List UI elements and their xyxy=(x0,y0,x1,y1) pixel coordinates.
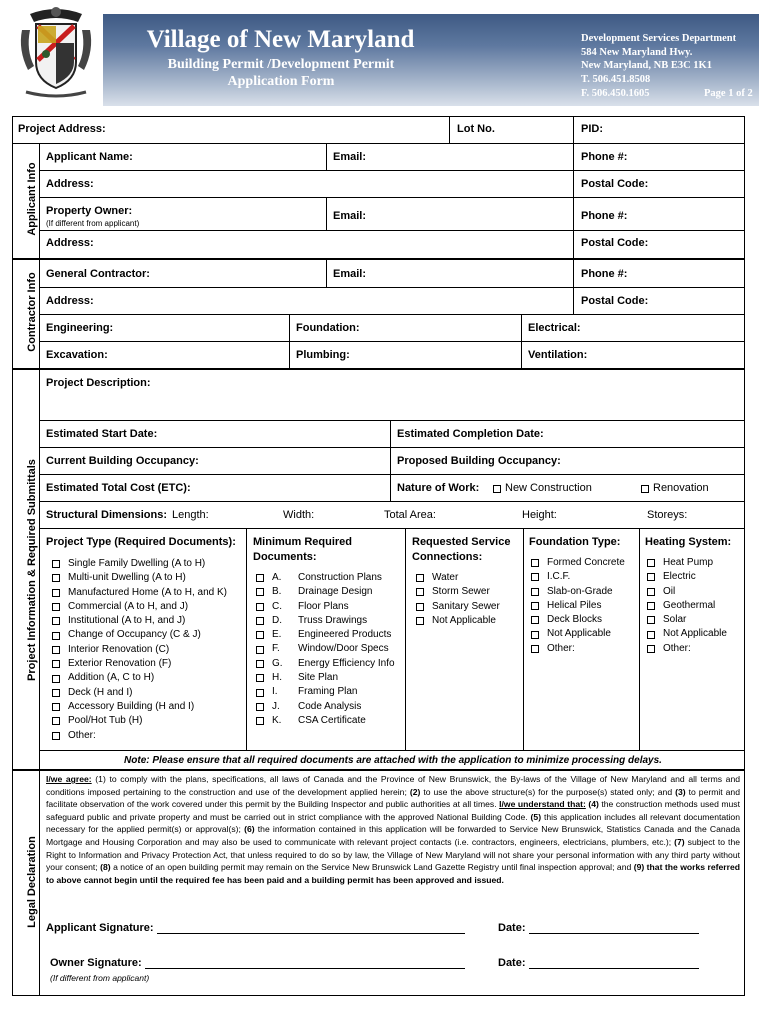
checkbox[interactable] xyxy=(531,616,539,624)
services-list xyxy=(416,571,500,628)
checkbox[interactable] xyxy=(256,631,264,639)
checkbox[interactable] xyxy=(647,645,655,653)
width-label: Width: xyxy=(283,509,315,521)
checkbox[interactable] xyxy=(52,574,60,582)
foundation-option[interactable]: Other: xyxy=(531,642,625,656)
border xyxy=(12,995,745,996)
document-option[interactable]: D. Truss Drawings xyxy=(256,614,395,628)
checkbox[interactable] xyxy=(647,616,655,624)
applicant-postal-label: Postal Code: xyxy=(581,178,649,190)
heating-system-list xyxy=(647,556,727,656)
legal-declaration-text: I/we agree: (1) to comply with the plans, specifications, all laws of Canada and the Province of New Brunswick, the By-laws of the Village of New Maryland and all terms and conditions imposed pertaining to the construction and use of the development applied herein; (2) to use the above structure(s) for the purpose(s) stated only; and (3) to permit and facilitate observation of the work covered under this permit by the Building Inspector and public authorities at all times. I/we understand that: (4) the construction methods used must safeguard public and private property and must be carried out in strict compliance with the approved National Building Code. (5) this application includes all relevant documentation necessary for the applied permit(s) or approval(s); (6) the information contained in this application will be forwarded to Service New Brunswick, Statistics Canada and the Canada Mortgage and Housing Corporation and may also be used to communicate with relevant project contacts (i.e. contractors, engineers, electricians, plumbers, etc.); (7) subject to the Right to Information and Privacy Protection Act, that unless required to do so by law, the Village of New Maryland will not share your personal information with any third party without your consent; (8) a notice of an open building permit may remain on the Service New Brunswick Land Gazette Registry until final inspection approval; and (9) that the works referred to above cannot begin until the required fee has been paid and a building permit has been approved and issued. xyxy=(46,774,741,885)
new-construction-checkbox[interactable] xyxy=(493,485,501,493)
applicant-date-field[interactable]: Date: xyxy=(498,922,699,934)
document-option[interactable]: A. Construction Plans xyxy=(256,571,395,585)
owner-phone-label: Phone #: xyxy=(581,210,628,222)
height-label: Height: xyxy=(522,509,557,521)
services-heading-2: Connections: xyxy=(412,551,483,563)
project-address-label: Project Address: xyxy=(18,123,106,135)
dept-address: 584 New Maryland Hwy. xyxy=(581,47,693,58)
checkbox[interactable] xyxy=(647,559,655,567)
applicant-name-label: Applicant Name: xyxy=(46,151,133,163)
contractor-address-label: Address: xyxy=(46,295,94,307)
section-project-info: Project Information & Required Submittals xyxy=(26,459,38,681)
border xyxy=(12,116,13,996)
checkbox[interactable] xyxy=(256,717,264,725)
contractor-postal-label: Postal Code: xyxy=(581,295,649,307)
applicant-phone-label: Phone #: xyxy=(581,151,628,163)
foundation-option[interactable]: Formed Concrete xyxy=(531,556,625,570)
total-cost-label: Estimated Total Cost (ETC): xyxy=(46,482,191,494)
heating-option[interactable]: Electric xyxy=(647,570,727,584)
applicant-signature-line[interactable] xyxy=(157,923,465,934)
checkbox[interactable] xyxy=(256,689,264,697)
applicant-email-label: Email: xyxy=(333,151,367,163)
section-divider xyxy=(39,143,40,996)
service-option[interactable]: Storm Sewer xyxy=(416,585,500,599)
dept-fax: F. 506.450.1605 xyxy=(581,88,650,99)
project-type-heading: Project Type (Required Documents): xyxy=(46,536,236,548)
checkbox[interactable] xyxy=(416,617,424,625)
checkbox[interactable] xyxy=(52,646,60,654)
service-option[interactable]: Not Applicable xyxy=(416,614,500,628)
lot-no-label: Lot No. xyxy=(457,123,495,135)
project-type-option[interactable]: Institutional (A to H, and J) xyxy=(52,614,227,628)
current-occupancy-label: Current Building Occupancy: xyxy=(46,455,199,467)
ventilation-label: Ventilation: xyxy=(528,349,588,361)
document-option[interactable]: J. Code Analysis xyxy=(256,700,395,714)
completion-date-label: Estimated Completion Date: xyxy=(397,428,544,440)
plumbing-label: Plumbing: xyxy=(296,349,350,361)
general-contractor-label: General Contractor: xyxy=(46,268,150,280)
structural-dimensions-label: Structural Dimensions: xyxy=(46,509,168,521)
project-type-option[interactable]: Commercial (A to H, and J) xyxy=(52,600,227,614)
dept-city: New Maryland, NB E3C 1K1 xyxy=(581,60,712,71)
new-construction-option[interactable]: New Construction xyxy=(493,482,592,495)
document-option[interactable]: G. Energy Efficiency Info xyxy=(256,657,395,671)
foundation-type-heading: Foundation Type: xyxy=(529,536,621,548)
contractor-phone-label: Phone #: xyxy=(581,268,628,280)
checkbox[interactable] xyxy=(531,559,539,567)
pid-label: PID: xyxy=(581,123,603,135)
checkbox[interactable] xyxy=(256,603,264,611)
checkbox[interactable] xyxy=(416,574,424,582)
section-legal-declaration: Legal Declaration xyxy=(26,836,38,928)
project-type-list xyxy=(52,557,227,743)
checkbox[interactable] xyxy=(416,588,424,596)
foundation-option[interactable]: I.C.F. xyxy=(531,570,625,584)
renovation-checkbox[interactable] xyxy=(641,485,649,493)
checkbox[interactable] xyxy=(52,732,60,740)
nature-of-work-label: Nature of Work: xyxy=(397,482,480,494)
foundation-type-list xyxy=(531,556,625,656)
services-heading: Requested Service xyxy=(412,536,511,548)
owner-address-label: Address: xyxy=(46,237,94,249)
documents-note: Note: Please ensure that all required documents are attached with the application to minimize processing delays. xyxy=(124,755,662,766)
checkbox[interactable] xyxy=(256,660,264,668)
foundation-option[interactable]: Helical Piles xyxy=(531,599,625,613)
documents-heading-2: Documents: xyxy=(253,551,317,563)
heating-option[interactable]: Heat Pump xyxy=(647,556,727,570)
checkbox[interactable] xyxy=(52,660,60,668)
checkbox[interactable] xyxy=(416,603,424,611)
checkbox[interactable] xyxy=(256,574,264,582)
owner-date-field[interactable]: Date: xyxy=(498,957,699,969)
dept-phone: T. 506.451.8508 xyxy=(581,74,651,85)
service-option[interactable]: Water xyxy=(416,571,500,585)
heating-option[interactable]: Geothermal xyxy=(647,599,727,613)
section-contractor-info: Contractor Info xyxy=(26,272,38,352)
foundation-option[interactable]: Slab-on-Grade xyxy=(531,585,625,599)
applicant-signature-field[interactable]: Applicant Signature: xyxy=(46,922,465,934)
checkbox[interactable] xyxy=(647,573,655,581)
owner-note: (If different from applicant) xyxy=(46,219,140,228)
checkbox[interactable] xyxy=(647,588,655,596)
foundation-label: Foundation: xyxy=(296,322,360,334)
project-type-option[interactable]: Other: xyxy=(52,729,227,743)
owner-date-line[interactable] xyxy=(529,958,699,969)
checkbox[interactable] xyxy=(52,603,60,611)
checkbox[interactable] xyxy=(52,617,60,625)
project-type-option[interactable]: Pool/Hot Tub (H) xyxy=(52,714,227,728)
project-type-option[interactable]: Interior Renovation (C) xyxy=(52,643,227,657)
property-owner-label: Property Owner: xyxy=(46,205,133,217)
owner-signature-field[interactable]: Owner Signature: xyxy=(50,957,465,969)
owner-email-label: Email: xyxy=(333,210,367,222)
form-subtitle-2: Application Form xyxy=(227,74,335,89)
applicant-date-line[interactable] xyxy=(529,923,699,934)
page-number: Page 1 of 2 xyxy=(704,88,753,99)
document-option[interactable]: I. Framing Plan xyxy=(256,685,395,699)
project-type-option[interactable]: Deck (H and I) xyxy=(52,686,227,700)
project-type-option[interactable]: Exterior Renovation (F) xyxy=(52,657,227,671)
project-description-label: Project Description: xyxy=(46,377,151,389)
project-type-option[interactable]: Change of Occupancy (C & J) xyxy=(52,628,227,642)
checkbox[interactable] xyxy=(52,675,60,683)
heating-option[interactable]: Other: xyxy=(647,642,727,656)
document-option[interactable]: B. Drainage Design xyxy=(256,585,395,599)
checkbox[interactable] xyxy=(531,602,539,610)
proposed-occupancy-label: Proposed Building Occupancy: xyxy=(397,455,561,467)
documents-list xyxy=(256,571,395,728)
checkbox[interactable] xyxy=(52,632,60,640)
checkbox[interactable] xyxy=(531,645,539,653)
electrical-label: Electrical: xyxy=(528,322,581,334)
checkbox[interactable] xyxy=(531,631,539,639)
foundation-option[interactable]: Deck Blocks xyxy=(531,613,625,627)
length-label: Length: xyxy=(172,509,209,521)
engineering-label: Engineering: xyxy=(46,322,114,334)
project-type-option[interactable]: Single Family Dwelling (A to H) xyxy=(52,557,227,571)
renovation-option[interactable]: Renovation xyxy=(641,482,709,495)
checkbox[interactable] xyxy=(256,646,264,654)
documents-heading: Minimum Required xyxy=(253,536,353,548)
checkbox[interactable] xyxy=(531,573,539,581)
excavation-label: Excavation: xyxy=(46,349,108,361)
start-date-label: Estimated Start Date: xyxy=(46,428,158,440)
heating-option[interactable]: Not Applicable xyxy=(647,627,727,641)
document-option[interactable]: F. Window/Door Specs xyxy=(256,642,395,656)
section-applicant-info: Applicant Info xyxy=(26,162,38,236)
owner-signature-note: (If different from applicant) xyxy=(50,973,150,983)
foundation-option[interactable]: Not Applicable xyxy=(531,627,625,641)
project-type-option[interactable]: Accessory Building (H and I) xyxy=(52,700,227,714)
form-title: Village of New Maryland xyxy=(146,26,415,53)
total-area-label: Total Area: xyxy=(384,509,436,521)
checkbox[interactable] xyxy=(647,602,655,610)
checkbox[interactable] xyxy=(647,631,655,639)
checkbox[interactable] xyxy=(52,589,60,597)
checkbox[interactable] xyxy=(52,689,60,697)
checkbox[interactable] xyxy=(256,588,264,596)
project-type-option[interactable]: Addition (A, C to H) xyxy=(52,671,227,685)
contractor-email-label: Email: xyxy=(333,268,367,280)
border xyxy=(744,116,745,996)
applicant-address-label: Address: xyxy=(46,178,94,190)
document-option[interactable]: K. CSA Certificate xyxy=(256,714,395,728)
form-subtitle: Building Permit /Development Permit xyxy=(167,57,395,72)
village-crest-logo xyxy=(16,0,96,104)
checkbox[interactable] xyxy=(256,703,264,711)
project-type-option[interactable]: Multi-unit Dwelling (A to H) xyxy=(52,571,227,585)
project-type-option[interactable]: Manufactured Home (A to H, and K) xyxy=(52,586,227,600)
checkbox[interactable] xyxy=(256,674,264,682)
heating-option[interactable]: Solar xyxy=(647,613,727,627)
checkbox[interactable] xyxy=(52,717,60,725)
storeys-label: Storeys: xyxy=(647,509,688,521)
heating-option[interactable]: Oil xyxy=(647,585,727,599)
owner-postal-label: Postal Code: xyxy=(581,237,649,249)
dept-name: Development Services Department xyxy=(581,33,737,44)
document-option[interactable]: H. Site Plan xyxy=(256,671,395,685)
service-option[interactable]: Sanitary Sewer xyxy=(416,600,500,614)
heating-system-heading: Heating System: xyxy=(645,536,732,548)
border xyxy=(12,116,745,117)
owner-signature-line[interactable] xyxy=(145,958,465,969)
checkbox[interactable] xyxy=(256,617,264,625)
checkbox[interactable] xyxy=(531,588,539,596)
checkbox[interactable] xyxy=(52,703,60,711)
document-option[interactable]: C. Floor Plans xyxy=(256,600,395,614)
document-option[interactable]: E. Engineered Products xyxy=(256,628,395,642)
checkbox[interactable] xyxy=(52,560,60,568)
